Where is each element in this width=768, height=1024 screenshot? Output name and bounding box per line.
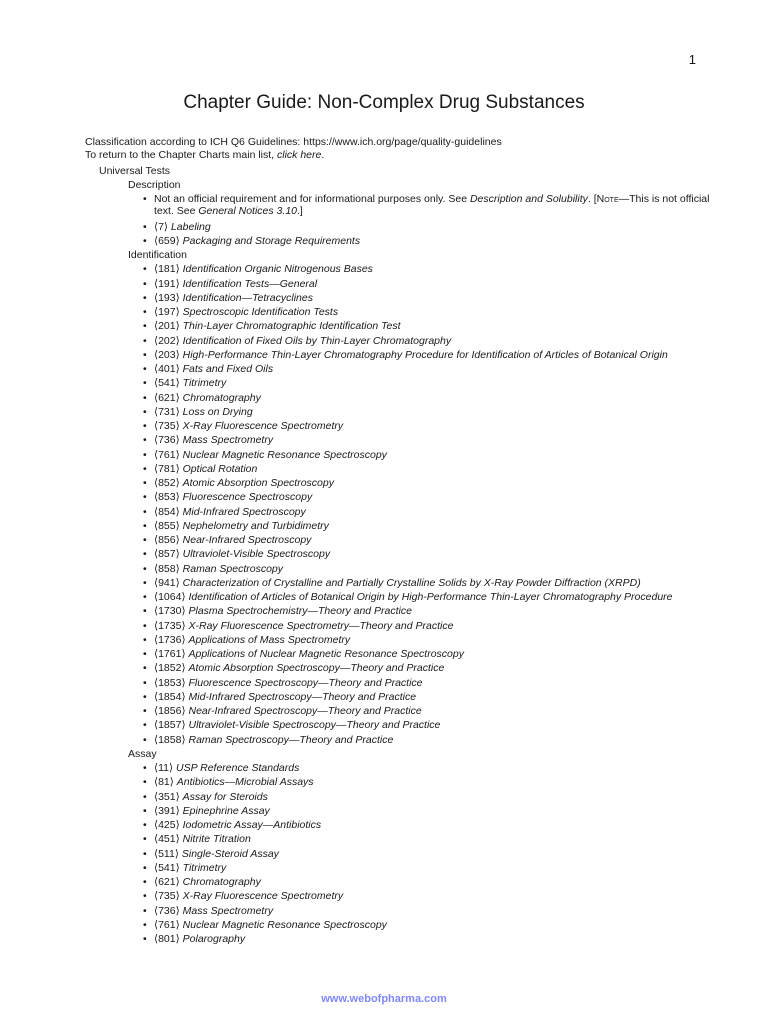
list-item[interactable] [143,889,710,903]
chapter-title: Near-Infrared Spectroscopy [182,534,312,546]
chapter-title: Fluorescence Spectroscopy—Theory and Practice [188,676,423,689]
description-items [85,220,710,249]
list-item[interactable] [143,804,710,818]
list-item[interactable] [143,291,710,305]
chapter-title: Mid-Infrared Spectroscopy [182,505,306,518]
chapter-title: Fluorescence Spectroscopy [182,491,313,504]
chapter-title: Identification Organic Nitrogenous Bases [182,263,373,276]
chapter-number: ⟨857⟩ [154,548,180,561]
bullet-icon: • [143,334,147,347]
bullet-icon: • [143,477,147,489]
chapter-number: ⟨391⟩ [154,804,180,817]
chapter-number: ⟨761⟩ [154,448,180,461]
bullet-icon: • [143,890,147,903]
chapter-number: ⟨621⟩ [154,876,180,888]
note-prefix: Not an official requirement and for informational purposes only. See [154,192,470,205]
bullet-icon: • [143,377,147,390]
chapter-title: Assay for Steroids [182,790,268,803]
chapter-number: ⟨1730⟩ [154,605,186,618]
chapter-title: Epinephrine Assay [182,804,270,817]
chapter-number: ⟨451⟩ [154,833,180,846]
general-notices-link[interactable]: General Notices 3.10 [198,205,297,217]
bullet-icon: • [143,306,147,318]
chapter-title: Identification of Fixed Oils by Thin-Layer Chromatography [182,334,452,347]
list-item[interactable] [143,362,710,376]
list-item[interactable] [143,519,710,533]
chapter-title: Mass Spectrometry [182,904,274,917]
list-item[interactable] [143,419,710,433]
bullet-icon: • [143,291,147,304]
bullet-icon: • [143,363,147,375]
chapter-number: ⟨1856⟩ [154,705,186,717]
chapter-title: Atomic Absorption Spectroscopy [182,477,334,489]
chapter-number: ⟨201⟩ [154,320,180,333]
chapter-title: Iodometric Assay—Antibiotics [182,819,322,831]
bullet-icon: • [143,348,147,361]
chapter-number: ⟨853⟩ [154,491,180,504]
description-solubility-link[interactable]: Description and Solubility [469,192,588,205]
list-item[interactable] [143,391,710,405]
bullet-icon: • [143,662,147,675]
chapter-title: Atomic Absorption Spectroscopy—Theory and Practice [188,662,445,675]
chapter-title: Mid-Infrared Spectroscopy—Theory and Practice [188,690,417,703]
bullet-icon: • [143,277,147,290]
bullet-icon: • [143,220,147,233]
universal-tests-heading: Universal Tests [99,165,170,177]
chapter-title: Loss on Drying [182,405,253,418]
list-item[interactable] [143,832,710,846]
chapter-number: ⟨7⟩ [154,220,169,233]
list-item[interactable] [143,433,710,447]
chapter-number: ⟨1736⟩ [154,633,186,646]
chapter-list [85,164,710,946]
chapter-number: ⟨1853⟩ [154,676,186,689]
list-item[interactable] [143,918,710,932]
chapter-title: Nephelometry and Turbidimetry [182,519,329,532]
chapter-number: ⟨1761⟩ [154,648,186,660]
list-item[interactable] [143,718,710,732]
list-item[interactable] [143,661,710,675]
chapter-number: ⟨1852⟩ [154,662,186,675]
list-item[interactable] [143,647,710,661]
bullet-icon: • [143,263,147,276]
chapter-number: ⟨801⟩ [154,933,180,945]
bullet-icon: • [143,605,147,618]
bullet-icon: • [143,505,147,518]
chapter-number: ⟨781⟩ [154,462,180,475]
list-item[interactable] [143,462,710,476]
bullet-icon: • [143,648,147,660]
chapter-number: ⟨941⟩ [154,576,180,589]
bullet-icon: • [143,733,147,746]
bullet-icon: • [143,690,147,703]
chapter-title: Single-Steroid Assay [181,847,279,860]
chapter-number: ⟨659⟩ [154,234,180,247]
chapter-number: ⟨761⟩ [154,918,180,931]
list-item[interactable] [143,220,710,234]
chapter-number: ⟨401⟩ [154,363,180,375]
chapter-title: Labeling [170,220,211,233]
chapter-title: X-Ray Fluorescence Spectrometry—Theory and Practice [188,619,454,632]
chapter-number: ⟨735⟩ [154,890,180,903]
bullet-icon: • [143,819,147,831]
bullet-icon: • [143,491,147,504]
bullet-icon: • [143,591,147,603]
return-line [85,149,502,162]
chapter-number: ⟨1064⟩ [154,591,186,603]
bullet-icon: • [143,676,147,689]
intro [85,136,502,162]
chapter-number: ⟨1735⟩ [154,619,186,632]
list-item[interactable] [143,775,710,789]
identification-items [85,262,710,747]
bullet-icon: • [143,534,147,546]
list-item[interactable] [143,690,710,704]
bullet-icon: • [143,420,147,432]
bullet-icon: • [143,790,147,803]
chapter-number: ⟨736⟩ [154,904,180,917]
bullet-icon: • [143,933,147,945]
click-here-link[interactable]: click here [277,149,322,161]
list-item[interactable] [143,490,710,504]
chapter-number: ⟨856⟩ [154,534,180,546]
list-item[interactable] [143,533,710,547]
chapter-title: X-Ray Fluorescence Spectrometry [182,890,344,903]
chapter-title: Raman Spectroscopy [182,562,284,575]
list-item[interactable] [143,305,710,319]
bullet-icon: • [143,448,147,461]
chapter-title: Near-Infrared Spectroscopy—Theory and Practice [188,705,422,717]
chapter-number: ⟨1857⟩ [154,719,186,732]
chapter-number: ⟨511⟩ [154,847,179,860]
bullet-icon: • [143,462,147,475]
bullet-icon: • [143,192,147,205]
chapter-number: ⟨735⟩ [154,420,180,432]
chapter-number: ⟨854⟩ [154,505,180,518]
list-item[interactable] [143,234,710,248]
list-item[interactable] [143,334,710,348]
chapter-title: USP Reference Standards [176,762,300,774]
list-item[interactable] [143,761,710,775]
list-item[interactable] [143,547,710,561]
bullet-icon: • [143,234,147,247]
list-item[interactable] [143,576,710,590]
chapter-title: Packaging and Storage Requirements [182,234,361,247]
bullet-icon: • [143,405,147,418]
chapter-title: X-Ray Fluorescence Spectrometry [182,420,344,432]
description-heading: Description [128,179,181,192]
page-title: Chapter Guide: Non-Complex Drug Substances [183,92,585,113]
chapter-number: ⟨81⟩ [154,776,174,789]
list-item[interactable] [143,676,710,690]
list-item[interactable] [143,861,710,875]
list-item[interactable] [143,476,710,490]
list-item[interactable] [143,619,710,633]
list-item[interactable] [143,733,710,747]
list-item[interactable] [143,376,710,390]
list-item[interactable] [143,505,710,519]
bullet-icon: • [143,705,147,717]
chapter-title: Titrimetry [182,377,227,390]
bullet-icon: • [143,762,147,774]
bullet-icon: • [143,633,147,646]
bullet-icon: • [143,804,147,817]
chapter-number: ⟨197⟩ [154,306,180,318]
chapter-number: ⟨1858⟩ [154,733,186,746]
chapter-number: ⟨1854⟩ [154,690,186,703]
bullet-icon: • [143,904,147,917]
bullet-icon: • [143,320,147,333]
classification-text: Classification according to ICH Q6 Guidelines: https://www.ich.org/page/quality-guidelines [85,136,502,148]
list-item[interactable] [143,818,710,832]
bullet-icon: • [143,847,147,860]
chapter-title: Thin-Layer Chromatographic Identification Test [182,320,401,333]
list-item[interactable] [143,277,710,291]
assay-heading: Assay [128,747,157,760]
chapter-number: ⟨541⟩ [154,861,180,874]
list-item[interactable] [143,633,710,647]
note-end: .] [297,205,303,217]
list-item[interactable] [143,932,710,946]
list-item[interactable] [143,704,710,718]
chapter-number: ⟨203⟩ [154,348,180,361]
chapter-title: Raman Spectroscopy—Theory and Practice [188,733,394,746]
chapter-number: ⟨858⟩ [154,562,180,575]
chapter-number: ⟨541⟩ [154,377,180,390]
bullet-icon: • [143,434,147,447]
bullet-icon: • [143,918,147,931]
chapter-title: Identification—Tetracyclines [182,291,313,304]
chapter-number: ⟨855⟩ [154,519,180,532]
bullet-icon: • [143,861,147,874]
note-mid: . [ [587,192,597,205]
chapter-number: ⟨425⟩ [154,819,180,831]
note-label: Note [596,192,619,205]
list-item[interactable] [143,875,710,889]
return-prefix: To return to the Chapter Charts main list, [85,149,277,161]
chapter-title: Chromatography [182,876,261,888]
chapter-title: Antibiotics—Microbial Assays [176,776,314,789]
chapter-number: ⟨202⟩ [154,334,180,347]
page-number: 1 [688,52,696,67]
assay-items [85,761,710,946]
footer-website-link[interactable]: www.webofpharma.com [321,993,447,1005]
chapter-title: Nuclear Magnetic Resonance Spectroscopy [182,918,387,931]
chapter-number: ⟨621⟩ [154,391,180,404]
chapter-title: Optical Rotation [182,462,258,475]
chapter-number: ⟨11⟩ [154,762,174,774]
list-item[interactable] [143,847,710,861]
identification-heading: Identification [128,249,187,261]
list-item[interactable] [143,562,710,576]
chapter-title: Ultraviolet-Visible Spectroscopy [182,548,331,561]
chapter-number: ⟨736⟩ [154,434,180,447]
chapter-title: Spectroscopic Identification Tests [182,306,339,318]
bullet-icon: • [143,876,147,888]
chapter-title: Applications of Nuclear Magnetic Resonance Spectroscopy [188,648,464,660]
list-item[interactable] [143,790,710,804]
chapter-title: Chromatography [182,391,261,404]
bullet-icon: • [143,519,147,532]
note-after-label: —This is not official text. See [154,192,710,217]
bullet-icon: • [143,391,147,404]
bullet-icon: • [143,719,147,732]
list-item[interactable] [143,448,710,462]
chapter-title: Applications of Mass Spectrometry [188,633,351,646]
list-item[interactable] [143,405,710,419]
chapter-number: ⟨731⟩ [154,405,180,418]
chapter-title: Ultraviolet-Visible Spectroscopy—Theory and Practice [188,719,441,732]
chapter-title: Polarography [182,933,246,945]
description-note [143,192,710,220]
bullet-icon: • [143,576,147,589]
list-item[interactable] [143,604,710,618]
chapter-title: Characterization of Crystalline and Partially Crystalline Solids by X-Ray Powder Diffraction (XRPD) [182,576,641,589]
chapter-title: Fats and Fixed Oils [182,363,274,375]
bullet-icon: • [143,776,147,789]
bullet-icon: • [143,548,147,561]
bullet-icon: • [143,833,147,846]
chapter-number: ⟨852⟩ [154,477,180,489]
list-item[interactable] [143,262,710,276]
chapter-number: ⟨191⟩ [154,277,180,290]
bullet-icon: • [143,562,147,575]
chapter-title: Mass Spectrometry [182,434,274,447]
chapter-title: Identification of Articles of Botanical Origin by High-Performance Thin-Layer Chromatography Procedure [188,591,673,603]
chapter-title: Titrimetry [182,861,227,874]
chapter-number: ⟨193⟩ [154,291,180,304]
bullet-icon: • [143,619,147,632]
return-suffix: . [321,149,325,161]
chapter-number: ⟨181⟩ [154,263,180,276]
description-list [85,193,710,220]
chapter-title: Identification Tests—General [182,277,318,290]
list-item[interactable] [143,319,710,333]
list-item[interactable] [143,348,710,362]
chapter-title: High-Performance Thin-Layer Chromatography Procedure for Identification of Articles of Botanical Origin [182,348,668,361]
chapter-number: ⟨351⟩ [154,790,180,803]
list-item[interactable] [143,590,710,604]
list-item[interactable] [143,904,710,918]
chapter-title: Plasma Spectrochemistry—Theory and Practice [188,605,412,618]
chapter-title: Nuclear Magnetic Resonance Spectroscopy [182,448,387,461]
chapter-title: Nitrite Titration [182,833,251,846]
